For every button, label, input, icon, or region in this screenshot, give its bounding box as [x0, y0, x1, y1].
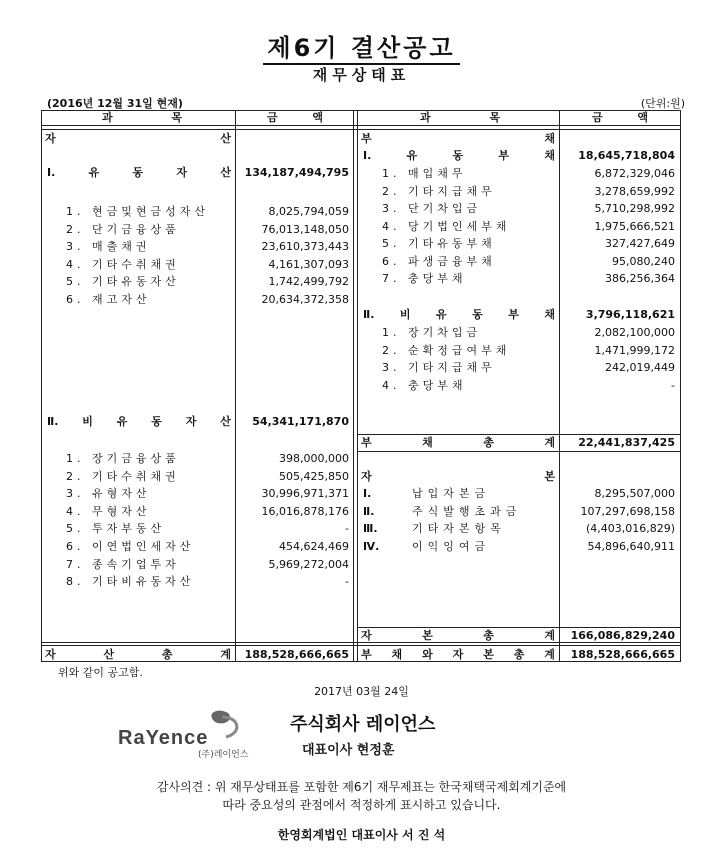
- noncurrent-asset-item-value: 505,425,850: [279, 469, 349, 483]
- equity-item-value: (4,403,016,829): [585, 522, 675, 535]
- logo-subtext: (주)레이언스: [198, 750, 249, 760]
- noncurrent-asset-item-value: 454,624,469: [279, 540, 349, 553]
- equity-item-value: 107,297,698,158: [580, 504, 675, 518]
- noncurrent-asset-item-value: 398,000,000: [279, 452, 349, 465]
- noncurrent-assets-label: Ⅱ. 비 유 동 자 산: [47, 415, 231, 428]
- current-liability-item-label: 4. 당기법인세부채: [382, 219, 511, 233]
- noncurrent-asset-item-label: 5. 투자부동산: [66, 522, 166, 536]
- total-assets-value: 188,528,666,665: [244, 648, 349, 661]
- company-logo: [110, 707, 250, 760]
- noncurrent-asset-item-label: 1. 장기금융상품: [66, 452, 180, 465]
- total-liabilities-value: 22,441,837,425: [578, 436, 675, 449]
- auditor-signature: 한영회계법인 대표이사 서 진 석: [277, 828, 446, 842]
- audit-opinion-line1: 감사의견 : 위 재무상태표를 포함한 제6기 재무제표는 한국채택국제회계기준에: [156, 780, 567, 794]
- balance-sheet-table: [41, 110, 681, 662]
- equity-item-number: Ⅳ.: [363, 539, 380, 553]
- equity-item-number: Ⅱ.: [363, 504, 375, 518]
- as-of-date: (2016년 12월 31일 현재): [47, 97, 183, 110]
- total-assets-label: 자 산 총 계: [45, 648, 231, 661]
- total-liabilities-equity-value: 188,528,666,665: [570, 648, 675, 661]
- current-liability-item-label: 2. 기타지급채무: [382, 184, 496, 198]
- current-asset-item-value: 8,025,794,059: [268, 205, 349, 218]
- noncurrent-asset-item-label: 6. 이연법인세자산: [66, 540, 195, 553]
- header-subject-left: 과 목: [102, 111, 182, 124]
- current-liability-item-label: 6. 파생금융부채: [382, 254, 496, 268]
- current-liability-item-value: 3,278,659,992: [594, 184, 675, 198]
- current-liability-item-value: 6,872,329,046: [594, 167, 675, 180]
- equity-item-value: 8,295,507,000: [594, 487, 675, 500]
- header-subject-right: 과 목: [420, 111, 500, 124]
- footnote: 위와 같이 공고함.: [58, 666, 143, 679]
- equity-item-label: 주식발행초과금: [412, 504, 522, 518]
- noncurrent-liability-item-value: 1,471,999,172: [594, 343, 675, 357]
- current-liability-item-label: 5. 기타유동부채: [382, 237, 496, 250]
- noncurrent-liability-item-value: -: [671, 378, 675, 392]
- noncurrent-asset-item-label: 8. 기타비유동자산: [66, 575, 195, 589]
- current-asset-item-value: 20,634,372,358: [261, 292, 349, 306]
- statement-title: 재무상태표: [312, 66, 411, 84]
- noncurrent-asset-item-value: 16,016,878,176: [261, 504, 349, 518]
- current-asset-item-value: 23,610,373,443: [261, 240, 349, 253]
- equity-item-number: Ⅲ.: [363, 522, 378, 535]
- current-asset-item-label: 6. 재고자산: [66, 292, 151, 306]
- page-title: 제6기 결산공고: [0, 28, 723, 63]
- current-liability-item-label: 1. 매입채무: [382, 167, 467, 180]
- current-liability-item-value: 5,710,298,992: [594, 202, 675, 215]
- equity-item-number: Ⅰ.: [363, 487, 372, 500]
- noncurrent-asset-item-label: 4. 무형자산: [66, 504, 151, 518]
- logo-text: RaYence: [118, 727, 209, 749]
- liabilities-section-label: 부 채: [361, 132, 555, 145]
- announcement-date: 2017년 03월 24일: [314, 685, 409, 698]
- current-liability-item-value: 1,975,666,521: [594, 219, 675, 233]
- noncurrent-liability-item-label: 2. 순확정급여부채: [382, 343, 511, 357]
- current-asset-item-label: 2. 단기금융상품: [66, 222, 180, 236]
- total-equity-value: 166,086,829,240: [570, 629, 675, 642]
- current-assets-total: 134,187,494,795: [244, 166, 349, 179]
- total-liabilities-label: 부 채 총 계: [361, 436, 555, 449]
- current-asset-item-label: 4. 기타수취채권: [66, 257, 180, 271]
- current-assets-label: Ⅰ. 유 동 자 산: [47, 166, 231, 179]
- noncurrent-asset-item-label: 2. 기타수취채권: [66, 469, 180, 483]
- current-asset-item-value: 1,742,499,792: [268, 275, 349, 288]
- equity-item-label: 납입자본금: [412, 487, 491, 500]
- audit-opinion-line2: 따라 중요성의 관점에서 적정하게 표시하고 있습니다.: [222, 798, 501, 812]
- current-liability-item-label: 3. 단기차입금: [382, 202, 482, 215]
- equity-item-label: 기타자본항목: [412, 522, 506, 535]
- noncurrent-liability-item-value: 2,082,100,000: [594, 326, 675, 339]
- noncurrent-asset-item-value: 5,969,272,004: [268, 557, 349, 571]
- equity-section-label: 자 본: [361, 470, 555, 483]
- company-name: 주식회사 레이언스: [290, 714, 436, 735]
- current-liability-item-value: 386,256,364: [605, 272, 675, 285]
- noncurrent-liability-item-label: 3. 기타지급채무: [382, 361, 496, 375]
- current-asset-item-value: 76,013,148,050: [261, 222, 349, 236]
- current-liability-item-value: 327,427,649: [605, 237, 675, 250]
- ceo-name: 대표이사 현정훈: [302, 743, 395, 758]
- noncurrent-asset-item-label: 3. 유형자산: [66, 487, 151, 501]
- noncurrent-asset-item-value: 30,996,971,371: [261, 487, 349, 501]
- current-liabilities-total: 18,645,718,804: [578, 149, 675, 162]
- total-equity-label: 자 본 총 계: [361, 629, 555, 642]
- equity-item-label: 이익잉여금: [412, 539, 491, 553]
- noncurrent-asset-item-label: 7. 종속기업투자: [66, 557, 180, 571]
- noncurrent-liability-item-label: 1. 장기차입금: [382, 326, 482, 339]
- unit-label: (단위:원): [640, 97, 685, 110]
- noncurrent-liability-item-label: 4. 충당부채: [382, 378, 467, 392]
- current-liabilities-label: Ⅰ. 유 동 부 채: [363, 149, 555, 162]
- noncurrent-liability-item-value: 242,019,449: [605, 361, 675, 375]
- assets-section-label: 자 산: [45, 132, 231, 145]
- noncurrent-liabilities-label: Ⅱ. 비 유 동 부 채: [363, 308, 555, 321]
- current-asset-item-label: 1. 현금및현금성자산: [66, 205, 209, 218]
- current-asset-item-label: 3. 매출채권: [66, 240, 151, 253]
- header-amount-left: 금 액: [267, 111, 323, 124]
- current-liability-item-label: 7. 충당부채: [382, 272, 467, 285]
- current-asset-item-label: 5. 기타유동자산: [66, 275, 180, 288]
- header-amount-right: 금 액: [592, 111, 648, 124]
- noncurrent-asset-item-value: -: [345, 522, 349, 536]
- noncurrent-asset-item-value: -: [345, 575, 349, 589]
- current-asset-item-value: 4,161,307,093: [268, 257, 349, 271]
- noncurrent-assets-total: 54,341,171,870: [252, 415, 349, 428]
- equity-item-value: 54,896,640,911: [587, 539, 675, 553]
- current-liability-item-value: 95,080,240: [612, 254, 675, 268]
- noncurrent-liabilities-total: 3,796,118,621: [585, 308, 675, 321]
- total-liabilities-equity-label: 부 채 와 자 본 총 계: [361, 648, 555, 661]
